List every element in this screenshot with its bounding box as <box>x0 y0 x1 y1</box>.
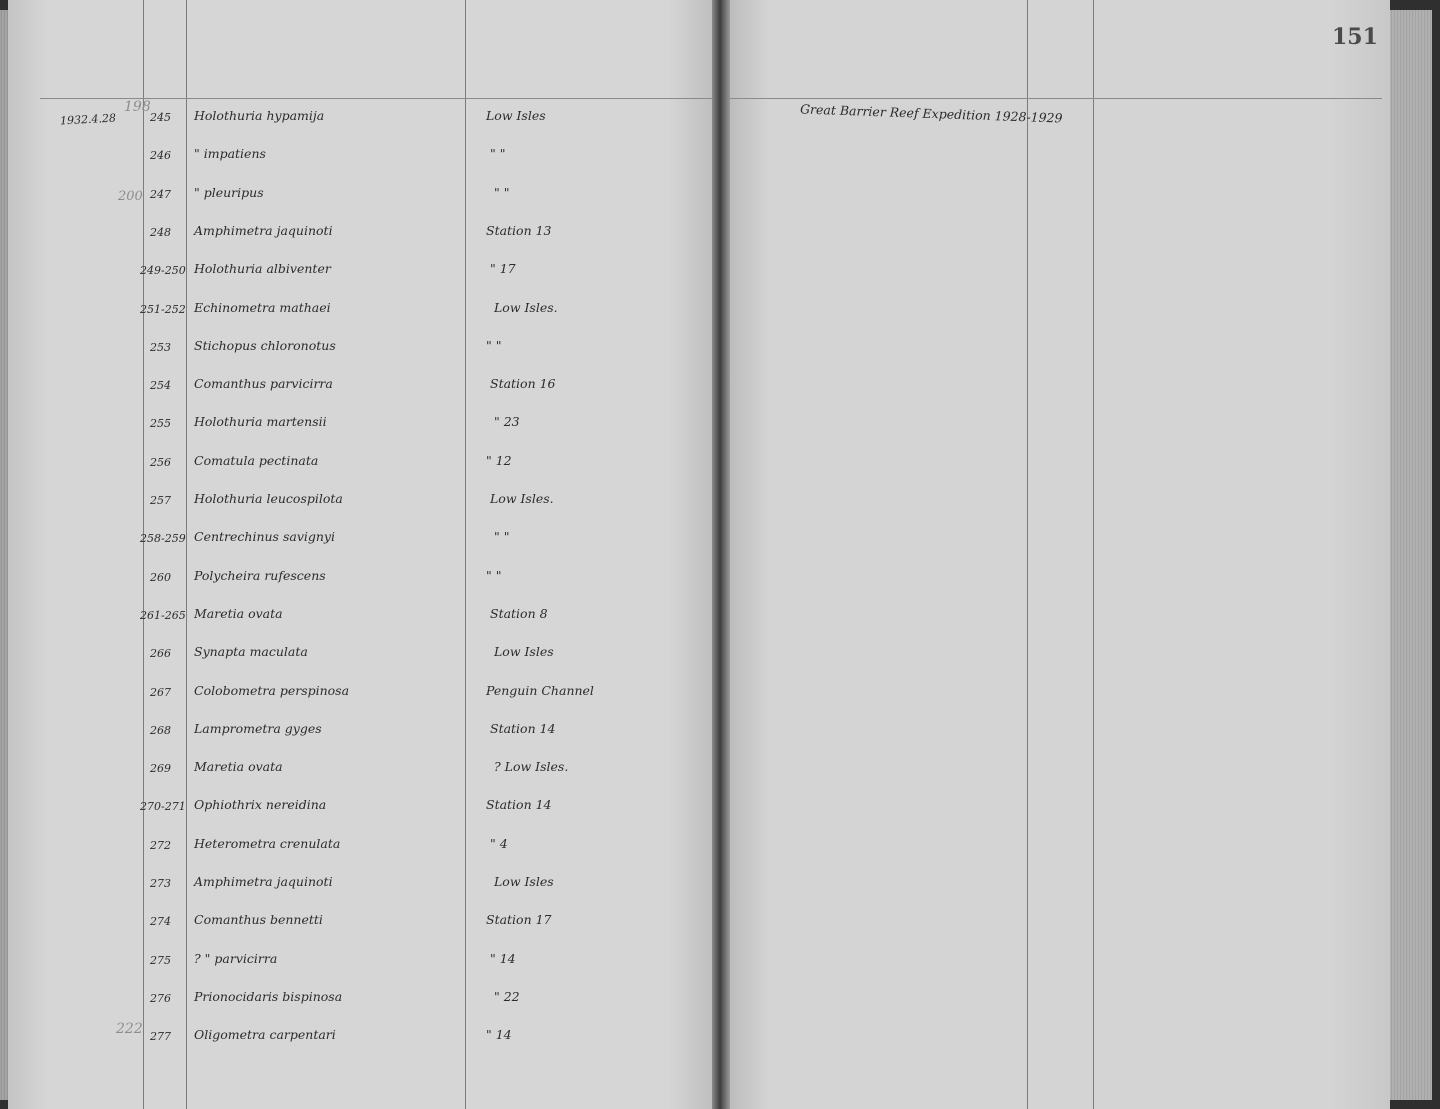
collection-locality: Station 14 <box>486 797 552 812</box>
specimen-number: 275 <box>150 954 171 967</box>
species-name: " impatiens <box>194 146 266 161</box>
collection-locality: " " <box>490 146 506 161</box>
species-name: Synapta maculata <box>194 644 308 659</box>
species-name: Lamprometra gyges <box>194 721 322 736</box>
species-name: Ophiothrix nereidina <box>194 797 327 812</box>
margin-mark: 222 <box>116 1021 143 1037</box>
collection-locality: Station 8 <box>490 606 548 621</box>
collection-locality: " " <box>494 529 510 544</box>
column-rule-date <box>143 0 144 1109</box>
specimen-number: 276 <box>150 992 171 1005</box>
header-rule-right <box>730 98 1382 99</box>
specimen-number: 277 <box>150 1030 171 1043</box>
column-rule-species <box>465 0 466 1109</box>
collection-locality: " 17 <box>490 261 516 276</box>
specimen-number: 251-252 <box>140 303 186 316</box>
specimen-number: 266 <box>150 647 171 660</box>
column-rule-right-2 <box>1093 0 1094 1109</box>
specimen-number: 269 <box>150 762 171 775</box>
column-rule-right-1 <box>1027 0 1028 1109</box>
species-name: Colobometra perspinosa <box>194 683 350 698</box>
specimen-number: 247 <box>150 188 171 201</box>
collection-locality: Low Isles. <box>494 300 558 315</box>
specimen-number: 260 <box>150 571 171 584</box>
page-number: 151 <box>1332 24 1378 50</box>
collection-locality: " 12 <box>486 453 512 468</box>
specimen-number: 273 <box>150 877 171 890</box>
specimen-number: 253 <box>150 341 171 354</box>
collection-locality: Low Isles <box>494 644 554 659</box>
collection-locality: Station 14 <box>490 721 556 736</box>
specimen-number: 270-271 <box>140 800 186 813</box>
species-name: Heterometra crenulata <box>194 836 341 851</box>
collection-locality: Low Isles <box>486 108 546 123</box>
collection-locality: Station 13 <box>486 223 552 238</box>
species-name: Maretia ovata <box>194 606 283 621</box>
accession-date: 1932.4.28 <box>59 111 117 128</box>
specimen-number: 274 <box>150 915 171 928</box>
collection-locality: Low Isles. <box>490 491 554 506</box>
specimen-number: 267 <box>150 686 171 699</box>
specimen-number: 255 <box>150 417 171 430</box>
species-name: Maretia ovata <box>194 759 283 774</box>
specimen-number: 272 <box>150 839 171 852</box>
collection-locality: " " <box>486 338 502 353</box>
specimen-number: 268 <box>150 724 171 737</box>
species-name: Comanthus bennetti <box>194 912 323 927</box>
species-name: Holothuria albiventer <box>194 261 331 276</box>
species-name: Prionocidaris bispinosa <box>194 989 343 1004</box>
margin-mark: 198 <box>124 99 151 115</box>
species-name: Amphimetra jaquinoti <box>194 874 333 889</box>
right-page <box>730 0 1390 1109</box>
collection-locality: " " <box>494 185 510 200</box>
collection-locality: Penguin Channel <box>486 683 594 698</box>
species-name: Echinometra mathaei <box>194 300 331 315</box>
species-name: Oligometra carpentari <box>194 1027 336 1042</box>
book-gutter <box>712 0 730 1109</box>
left-page <box>8 0 712 1109</box>
collection-locality: Station 17 <box>486 912 552 927</box>
species-name: Holothuria hypamija <box>194 108 325 123</box>
column-rule-number <box>186 0 187 1109</box>
collection-locality: Station 16 <box>490 376 556 391</box>
specimen-number: 249-250 <box>140 264 186 277</box>
collection-locality: " 22 <box>494 989 520 1004</box>
collection-locality: " 14 <box>490 951 516 966</box>
species-name: ? " parvicirra <box>194 951 278 966</box>
species-name: Holothuria leucospilota <box>194 491 343 506</box>
expedition-header: Great Barrier Reef Expedition 1928-1929 <box>799 101 1063 126</box>
collection-locality: ? Low Isles. <box>494 759 569 774</box>
species-name: Stichopus chloronotus <box>194 338 336 353</box>
margin-mark: 200 <box>118 189 143 204</box>
collection-locality: " " <box>486 568 502 583</box>
species-name: Centrechinus savignyi <box>194 529 335 544</box>
specimen-number: 245 <box>150 111 171 124</box>
species-name: " pleuripus <box>194 185 264 200</box>
species-name: Amphimetra jaquinoti <box>194 223 333 238</box>
species-name: Polycheira rufescens <box>194 568 326 583</box>
collection-locality: " 23 <box>494 414 520 429</box>
species-name: Holothuria martensii <box>194 414 327 429</box>
collection-locality: Low Isles <box>494 874 554 889</box>
specimen-number: 246 <box>150 149 171 162</box>
species-name: Comatula pectinata <box>194 453 319 468</box>
right-page-edges <box>1390 10 1432 1100</box>
collection-locality: " 14 <box>486 1027 512 1042</box>
specimen-number: 254 <box>150 379 171 392</box>
specimen-number: 248 <box>150 226 171 239</box>
collection-locality: " 4 <box>490 836 508 851</box>
specimen-number: 258-259 <box>140 532 186 545</box>
species-name: Comanthus parvicirra <box>194 376 333 391</box>
specimen-number: 261-265 <box>140 609 186 622</box>
specimen-number: 256 <box>150 456 171 469</box>
specimen-number: 257 <box>150 494 171 507</box>
